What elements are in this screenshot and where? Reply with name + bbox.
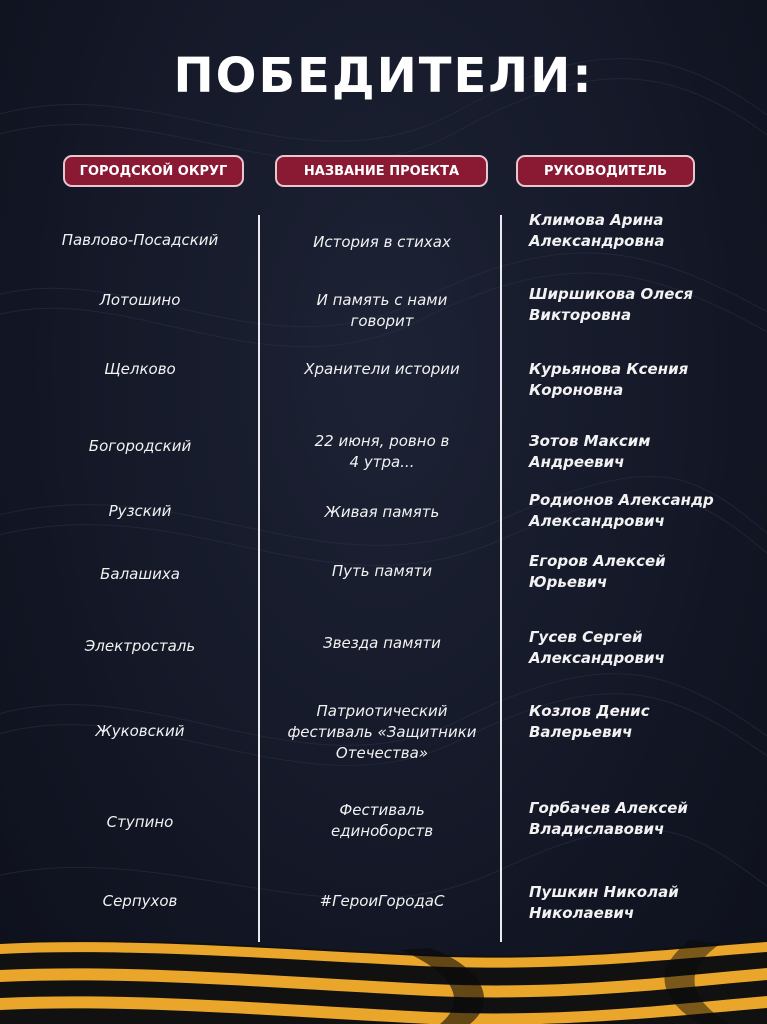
- leader-cell: Козлов Денис Валерьевич: [529, 702, 650, 741]
- district-cell: Павлово-Посадский: [61, 231, 219, 249]
- leader-cell: Горбачев Алексей Владиславович: [529, 799, 688, 838]
- project-cell: Патриотический фестиваль «Защитники Отечества»: [287, 702, 477, 762]
- project-cell: #ГероиГородаС: [319, 892, 445, 910]
- district-cell: Щелково: [104, 360, 176, 378]
- leader-cell: Ширшикова Олеся Викторовна: [529, 285, 693, 324]
- page-title: ПОБЕДИТЕЛИ:: [173, 48, 594, 104]
- column-divider-2: [500, 215, 502, 942]
- district-cell: Богородский: [88, 437, 192, 455]
- district-cell: Серпухов: [102, 892, 178, 910]
- leader-cell: Климова Арина Александровна: [529, 211, 665, 250]
- header-leader: РУКОВОДИТЕЛЬ: [516, 155, 695, 187]
- header-district: ГОРОДСКОЙ ОКРУГ: [63, 155, 244, 187]
- leader-cell: Гусев Сергей Александрович: [529, 628, 665, 667]
- leader-cell: Родионов Александр Александрович: [529, 491, 714, 530]
- st-george-ribbon: [0, 930, 767, 1024]
- project-cell: Хранители истории: [304, 360, 460, 378]
- project-cell: Фестиваль единоборств: [330, 801, 434, 840]
- leader-cell: Зотов Максим Андреевич: [529, 432, 651, 471]
- project-cell: И память с нами говорит: [316, 291, 448, 330]
- project-cell: История в стихах: [313, 233, 451, 251]
- district-cell: Балашиха: [100, 565, 180, 583]
- project-cell: Путь памяти: [331, 562, 433, 580]
- district-cell: Электросталь: [84, 637, 196, 655]
- project-cell: 22 июня, ровно в 4 утра...: [314, 432, 450, 471]
- district-cell: Ступино: [106, 813, 174, 831]
- project-cell: Звезда памяти: [323, 634, 441, 652]
- district-cell: Рузский: [108, 502, 172, 520]
- leader-cell: Пушкин Николай Николаевич: [529, 883, 679, 922]
- district-cell: Жуковский: [95, 722, 185, 740]
- district-cell: Лотошино: [99, 291, 181, 309]
- leader-cell: Курьянова Ксения Короновна: [529, 360, 689, 399]
- header-project: НАЗВАНИЕ ПРОЕКТА: [275, 155, 488, 187]
- leader-cell: Егоров Алексей Юрьевич: [529, 552, 666, 591]
- project-cell: Живая память: [324, 503, 440, 521]
